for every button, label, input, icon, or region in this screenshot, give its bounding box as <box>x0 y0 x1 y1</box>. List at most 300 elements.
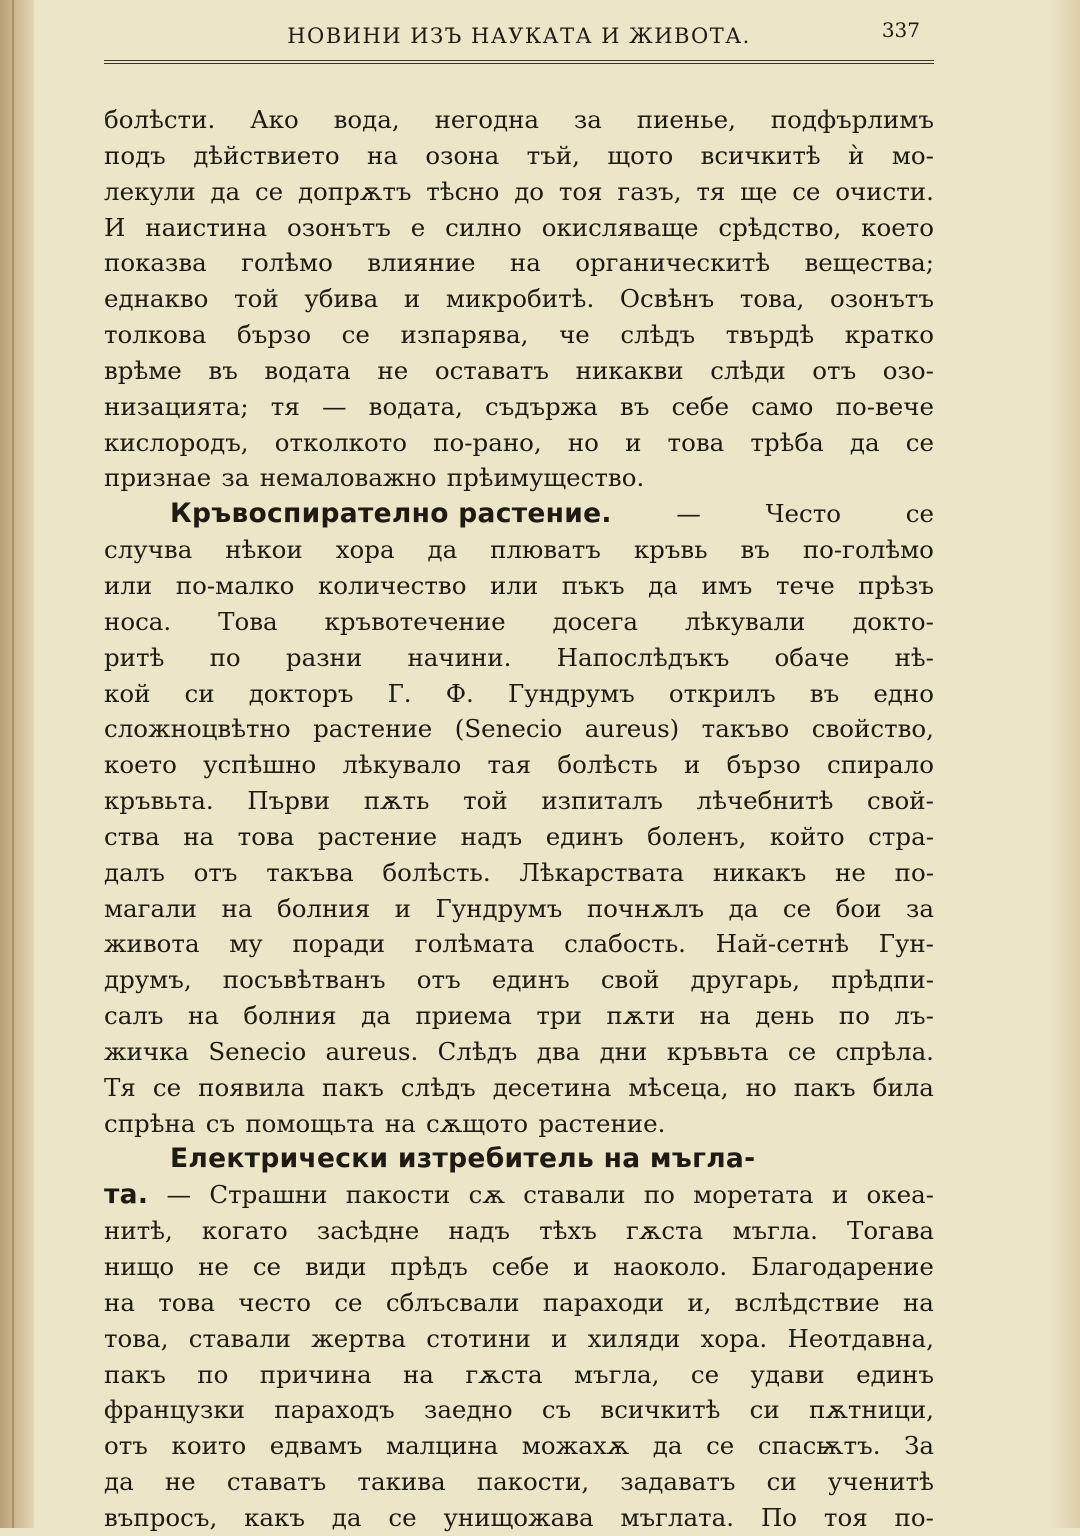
word: болния <box>243 1001 337 1031</box>
word: тоя <box>558 176 603 206</box>
word: тече <box>775 570 835 600</box>
text-line <box>104 998 934 1034</box>
word: И <box>104 212 126 242</box>
word: докто- <box>852 606 934 636</box>
word: французки <box>104 1395 245 1425</box>
word: пакости <box>345 1180 451 1210</box>
word: единъ <box>491 965 570 995</box>
word: параходи <box>542 1287 665 1317</box>
word: пакости, <box>476 1467 590 1497</box>
word: кой <box>104 678 151 708</box>
word: успѣшно <box>203 750 317 780</box>
word: еднакво <box>104 284 209 314</box>
word: количество <box>317 570 467 600</box>
word: дѣйствието <box>193 140 340 170</box>
word: се <box>905 427 934 457</box>
word: показва <box>104 248 207 278</box>
word: такъва <box>266 857 354 887</box>
word: Тогава <box>847 1216 934 1246</box>
word: е <box>410 212 426 242</box>
word: стотини <box>426 1323 531 1353</box>
word: Слѣдъ <box>437 1036 518 1066</box>
word: имъ <box>701 570 753 600</box>
word: вода, <box>333 105 400 134</box>
word: окисляваще <box>541 212 699 242</box>
word: такива <box>357 1467 446 1497</box>
word: вслѣдствие <box>734 1287 880 1317</box>
text-line <box>104 1321 934 1357</box>
word: хиляди <box>587 1323 681 1353</box>
word: Г. <box>387 678 412 708</box>
word: въ <box>208 355 238 385</box>
word: по <box>643 1180 675 1210</box>
book-page <box>104 16 934 1536</box>
word: гѫста <box>626 1216 704 1246</box>
page-binding-edge <box>12 0 14 1528</box>
word: тъй, <box>526 140 580 170</box>
word: жертва <box>311 1323 406 1353</box>
word: тая <box>487 750 532 780</box>
word: да <box>427 535 458 565</box>
word: което <box>861 212 934 242</box>
word: бои <box>835 893 882 923</box>
text-line <box>104 1034 934 1070</box>
word: види <box>304 1252 367 1281</box>
word: озо- <box>882 355 934 385</box>
word: нѣкои <box>225 535 303 565</box>
word: му <box>229 929 263 959</box>
word: сѫ <box>468 1180 505 1210</box>
word: салъ <box>104 1001 164 1031</box>
word: за <box>221 463 250 493</box>
word: растение <box>313 714 433 744</box>
word: и <box>551 1323 568 1353</box>
text-line <box>104 138 934 174</box>
word: често <box>238 1287 312 1317</box>
word: кратко <box>844 320 934 350</box>
word: твърдѣ <box>725 320 815 350</box>
text-line <box>104 1285 934 1321</box>
word: убива <box>304 284 379 314</box>
word: щото <box>607 140 674 170</box>
word: лекули <box>104 176 196 206</box>
word: какъ <box>244 1502 305 1532</box>
word: пакъ <box>793 1072 856 1102</box>
text-line <box>104 1249 934 1285</box>
word: Гундрумъ <box>507 678 635 708</box>
word: Напослѣдъкъ <box>556 642 730 672</box>
word: които <box>171 1431 247 1461</box>
word: моретата <box>693 1180 814 1210</box>
word: Благодарение <box>751 1252 934 1281</box>
word: на <box>699 1001 731 1031</box>
word: болѣсть. <box>382 857 491 887</box>
word: Гун- <box>878 929 934 959</box>
word: спасѭтъ. <box>757 1431 881 1461</box>
word: сѫщото <box>426 1108 529 1138</box>
text-line <box>104 496 934 532</box>
word: отколкото <box>274 427 408 457</box>
word: ученитѣ <box>827 1467 934 1497</box>
word: по-малко <box>175 570 295 600</box>
word: единъ <box>856 1359 934 1389</box>
word: въ <box>620 391 650 421</box>
word: но <box>745 1072 777 1102</box>
word: съдържа <box>485 391 598 421</box>
word: вещества; <box>804 248 934 278</box>
word: другарь, <box>690 965 801 995</box>
word: магали <box>104 893 197 923</box>
word: три <box>536 1001 582 1031</box>
word: органическитѣ <box>575 248 771 278</box>
word: и <box>394 893 412 923</box>
word: поради <box>292 929 386 959</box>
word: растение. <box>538 1108 666 1138</box>
word: за <box>573 105 602 134</box>
word: параходъ <box>274 1395 395 1425</box>
word: водата <box>264 355 351 385</box>
word: за <box>905 893 934 923</box>
word: тѣсно <box>426 176 500 206</box>
word: трѣба <box>750 427 824 457</box>
text-line <box>104 711 934 747</box>
running-head-title: НОВИНИ ИЗЪ НАУКАТА И ЖИВОТА. <box>287 24 751 48</box>
word: да <box>849 427 880 457</box>
word: тоя <box>823 1502 868 1532</box>
word: почнѫлъ <box>586 893 705 923</box>
word: негодна <box>434 105 539 134</box>
word: се <box>388 1502 417 1532</box>
word: да <box>331 1502 362 1532</box>
word: и <box>625 427 642 457</box>
word: начини. <box>407 642 512 672</box>
word: голѣмо <box>241 248 333 278</box>
text-line <box>104 1177 934 1213</box>
word: Освѣнъ <box>619 284 715 314</box>
word: сложноцвѣтно <box>104 714 291 744</box>
text-line <box>104 676 934 712</box>
word: ритѣ <box>104 642 165 672</box>
word: нитѣ, <box>104 1216 173 1246</box>
text-line <box>104 1357 934 1393</box>
word: ства <box>104 821 160 851</box>
word: се <box>782 893 812 923</box>
word: Първи <box>247 786 331 816</box>
word: aureus) <box>584 714 680 744</box>
word: носа. <box>104 606 172 636</box>
word: да <box>728 893 759 923</box>
word: дни <box>599 1036 648 1066</box>
word: се <box>690 1359 720 1389</box>
word: болния <box>276 893 371 923</box>
word: по-голѣмо <box>802 535 934 565</box>
word: до <box>514 176 545 206</box>
word: по-рано, <box>433 427 542 457</box>
word: слѣдъ <box>400 1072 476 1102</box>
text-line <box>104 1392 934 1428</box>
word: срѣдство, <box>718 212 842 242</box>
word: спрѣна <box>104 1108 196 1138</box>
text-line <box>104 1500 934 1536</box>
text-line <box>104 532 934 568</box>
word: — <box>676 499 701 529</box>
word: мъгла. <box>732 1216 818 1246</box>
word: свойство, <box>811 714 934 744</box>
word: се <box>706 1431 735 1461</box>
word: да <box>652 1431 683 1461</box>
word: допрѫтъ <box>297 176 412 206</box>
word: водата, <box>368 391 463 421</box>
word: не <box>198 1252 229 1281</box>
word: по- <box>894 857 934 887</box>
word: ставали <box>188 1323 291 1353</box>
word: че <box>559 320 590 350</box>
word: и <box>573 1252 590 1281</box>
word: микробитѣ. <box>445 284 595 314</box>
word: надъ <box>460 821 523 851</box>
word: подфърлимъ <box>770 105 934 134</box>
word: на <box>183 821 215 851</box>
word: никакъ <box>712 857 807 887</box>
word: по <box>209 642 241 672</box>
text-line <box>104 1106 934 1142</box>
word: океа- <box>866 1180 934 1210</box>
word: изпиталъ <box>541 786 664 816</box>
word: на <box>509 248 541 278</box>
word: свой- <box>867 786 934 816</box>
section-heading: та. <box>104 1179 149 1211</box>
text-line <box>104 460 934 496</box>
word: едно <box>873 678 934 708</box>
text-line <box>104 783 934 819</box>
word: нѣ- <box>894 642 934 672</box>
word: толкова <box>104 320 207 350</box>
word: силно <box>445 212 522 242</box>
word: мъглата. <box>620 1502 735 1532</box>
word: стра- <box>868 821 934 851</box>
text-line <box>104 102 934 138</box>
word: ще <box>740 176 778 206</box>
word: прѣдпи- <box>831 965 934 995</box>
word: задаватъ <box>620 1467 736 1497</box>
word: си <box>184 678 215 708</box>
word: се <box>792 176 821 206</box>
word: низацията; <box>104 391 249 421</box>
word: отъ <box>416 965 461 995</box>
word: Ако <box>250 105 299 134</box>
word: пакъ <box>104 1359 166 1389</box>
word: приема <box>415 1001 512 1031</box>
text-line <box>104 425 934 461</box>
word: на <box>902 1287 934 1317</box>
text-line <box>104 353 934 389</box>
word: това <box>237 821 295 851</box>
word: се <box>341 320 370 350</box>
word: наоколо. <box>613 1252 728 1281</box>
word: кръвь <box>633 535 708 565</box>
word: далъ <box>104 857 165 887</box>
word: на <box>187 1001 219 1031</box>
word: но <box>567 427 599 457</box>
word: оставатъ <box>434 355 550 385</box>
word: такъво <box>701 714 790 744</box>
section-heading: Електрически изтребитель на мъгла- <box>170 1143 756 1175</box>
text-line <box>104 210 934 246</box>
page-right-edge <box>1050 0 1080 1528</box>
word: на <box>104 1287 135 1317</box>
body-text <box>104 102 934 1536</box>
word: едвамъ <box>269 1431 363 1461</box>
word: слѣди <box>710 355 786 385</box>
word: По <box>760 1502 798 1532</box>
text-line <box>104 281 934 317</box>
word: наистина <box>145 212 268 242</box>
text-line <box>104 1464 934 1500</box>
word: да <box>648 570 678 600</box>
word: който <box>769 821 845 851</box>
word: пакъ <box>322 1072 384 1102</box>
word: бързо <box>726 750 801 780</box>
word: Често <box>765 499 842 529</box>
word: и <box>684 750 701 780</box>
word: случва <box>104 535 193 565</box>
word: никакви <box>575 355 684 385</box>
word: това, <box>739 284 805 314</box>
word: два <box>536 1036 581 1066</box>
text-line <box>104 174 934 210</box>
word: да <box>361 1001 391 1031</box>
word: плюватъ <box>490 535 601 565</box>
word: и <box>403 284 421 314</box>
word: това <box>158 1287 215 1317</box>
word: Ф. <box>445 678 474 708</box>
word: досега <box>552 606 639 636</box>
word: хора <box>335 535 395 565</box>
word: можахѫ <box>521 1431 630 1461</box>
word: озонътъ <box>286 212 391 242</box>
word: се <box>334 1287 363 1317</box>
word: лѣкувало <box>342 750 462 780</box>
word: бързо <box>236 320 312 350</box>
word: жичка <box>104 1036 189 1066</box>
word: пъкъ <box>561 570 625 600</box>
word: по- <box>894 1502 934 1532</box>
word: докторъ <box>248 678 354 708</box>
word: само <box>751 391 814 421</box>
word: слѣдъ <box>620 320 696 350</box>
word: спрѣла. <box>835 1036 934 1066</box>
word: съ <box>205 1108 236 1138</box>
word: въ <box>809 678 840 708</box>
word: се <box>905 499 934 529</box>
text-line <box>104 1141 934 1177</box>
text-line <box>104 389 934 425</box>
word: прѣимущество. <box>446 463 645 493</box>
word: се <box>152 1072 182 1102</box>
word: на <box>367 140 398 170</box>
word: причина <box>259 1359 372 1389</box>
word: малцина <box>386 1431 499 1461</box>
word: се <box>787 1036 817 1066</box>
word: тя <box>696 176 726 206</box>
word: съ <box>541 1395 572 1425</box>
word: тя <box>270 391 300 421</box>
text-line <box>104 926 934 962</box>
word: немаловажно <box>259 463 437 493</box>
word: на <box>402 1359 434 1389</box>
running-head <box>104 16 934 61</box>
text-line <box>104 891 934 927</box>
text-line <box>104 568 934 604</box>
word: кръвьта <box>666 1036 769 1066</box>
text-line <box>104 747 934 783</box>
word: (Senecio <box>454 714 563 744</box>
word: по <box>197 1359 229 1389</box>
word: разни <box>285 642 363 672</box>
word: засѣдне <box>316 1216 420 1246</box>
word: единъ <box>545 821 624 851</box>
word: отъ <box>812 355 857 385</box>
word: си <box>766 1467 797 1497</box>
word: лѣкували <box>684 606 806 636</box>
word: Лѣкарствата <box>519 857 685 887</box>
word: посъвѣтванъ <box>222 965 386 995</box>
word: на <box>384 1108 416 1138</box>
word: и <box>831 1180 849 1210</box>
word: помощьта <box>245 1108 375 1138</box>
word: лѣчебнитѣ <box>696 786 834 816</box>
word: нищо <box>104 1252 175 1281</box>
word: се <box>252 1252 282 1281</box>
word: появила <box>198 1072 305 1102</box>
word: спирало <box>826 750 934 780</box>
word: болѣсть <box>557 750 658 780</box>
word: въпросъ, <box>104 1502 218 1532</box>
word: не <box>164 1467 196 1497</box>
word: всичкитѣ <box>700 140 821 170</box>
word: очисти. <box>835 176 934 206</box>
word: десетина <box>492 1072 612 1102</box>
word: това <box>667 427 725 457</box>
word: aureus. <box>325 1036 419 1066</box>
word: не <box>835 857 866 887</box>
word: болѣсти. <box>104 105 216 134</box>
word: сблъсвали <box>385 1287 520 1317</box>
word: озонътъ <box>830 284 934 314</box>
word: ѝ <box>848 140 865 170</box>
word: — <box>166 1180 192 1210</box>
word: не <box>377 355 409 385</box>
word: Senecio <box>208 1036 307 1066</box>
word: ставатъ <box>226 1467 327 1497</box>
text-line <box>104 245 934 281</box>
word: растение <box>317 821 438 851</box>
word: всичкитѣ <box>600 1395 721 1425</box>
text-line <box>104 1070 934 1106</box>
word: свой <box>600 965 660 995</box>
text-line <box>104 1428 934 1464</box>
word: надъ <box>448 1216 511 1246</box>
word: той <box>234 284 279 314</box>
word: открилъ <box>668 678 776 708</box>
word: да <box>210 176 241 206</box>
word: отъ <box>193 857 238 887</box>
word: отъ <box>104 1431 148 1461</box>
section-heading: Кръвоспирателно растение. <box>170 498 612 530</box>
word: — <box>321 391 347 421</box>
word: пѫтници, <box>808 1395 934 1425</box>
word: кислородъ, <box>104 427 249 457</box>
